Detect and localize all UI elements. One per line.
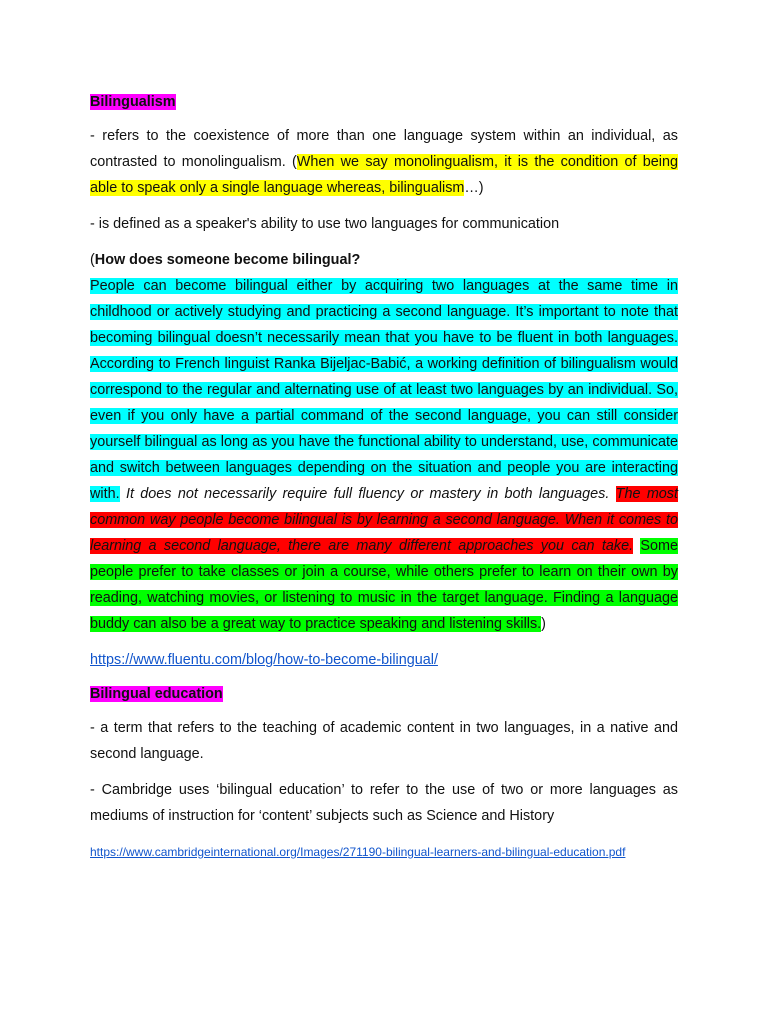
cambridge-source-link[interactable]: https://www.cambridgeinternational.org/Images/271190-bilingual-learners-and-bilingual-education.pdf [90, 845, 626, 859]
bilingual-education-definition-1: - a term that refers to the teaching of academic content in two languages, in a native and second language. [90, 720, 678, 762]
bilingualism-heading-text: Bilingualism [90, 94, 176, 110]
bilingualism-heading [90, 91, 678, 113]
bilingualism-definition-2: - is defined as a speaker's ability to use two languages for communication [90, 216, 560, 232]
bilingual-education-heading [90, 683, 678, 705]
answer-italic-text: It does not necessarily require full fluency or mastery in both languages. [119, 486, 616, 502]
document-content [90, 91, 678, 875]
answer-paragraph [90, 273, 678, 637]
cambridge-source-line [90, 839, 678, 865]
fluentu-source-line [90, 647, 678, 673]
answer-cyan-highlight: People can become bilingual either by acquiring two languages at the same time in childhood or actively studying and practicing a second language. It’s important to note that becoming bilingual doesn’t necessarily mean that you have to be fluent in both languages. According to French linguist Ranka Bijeljac-Babić, a working definition of bilingualism would correspond to the regular and alternating use of at least two languages by an individual. So, even if you only have a partial command of the second language, you can still consider yourself bilingual as long as you have the functional ability to understand, use, communicate and switch between languages depending on the situation and people you are interacting with. [90, 278, 678, 502]
answer-green-highlight: Some people prefer to take classes or join a course, while others prefer to learn on their own by reading, watching movies, or listening to music in the target language. Finding a language buddy can also be a great way to practice speaking and listening skills. [90, 538, 679, 632]
definition-1-suffix: …) [464, 180, 484, 196]
bilingualism-definition-1 [90, 123, 678, 201]
question-heading [90, 247, 678, 273]
definition-1-text: - refers to the coexistence of more than one language system within an individual, as contrasted to monolingualism. ( [90, 128, 678, 170]
bilingual-education-heading-text: Bilingual education [90, 686, 223, 702]
question-text: How does someone become bilingual? [94, 252, 361, 268]
bilingual-education-definition-2: - Cambridge uses ‘bilingual education’ to refer to the use of two or more languages as mediums of instruction for ‘content’ subjects such as Science and History [90, 782, 678, 824]
answer-red-highlight: The most common way people become bilingual is by learning a second language. When it comes to learning a second language, there are many different approaches you can take. [90, 486, 678, 554]
answer-close-paren: ) [541, 616, 546, 632]
fluentu-source-link[interactable]: https://www.fluentu.com/blog/how-to-become-bilingual/ [90, 652, 438, 668]
question-open-paren: ( [90, 252, 95, 268]
definition-1-highlight: When we say monolingualism, it is the condition of being able to speak only a single language whereas, bilingualism [90, 154, 679, 196]
